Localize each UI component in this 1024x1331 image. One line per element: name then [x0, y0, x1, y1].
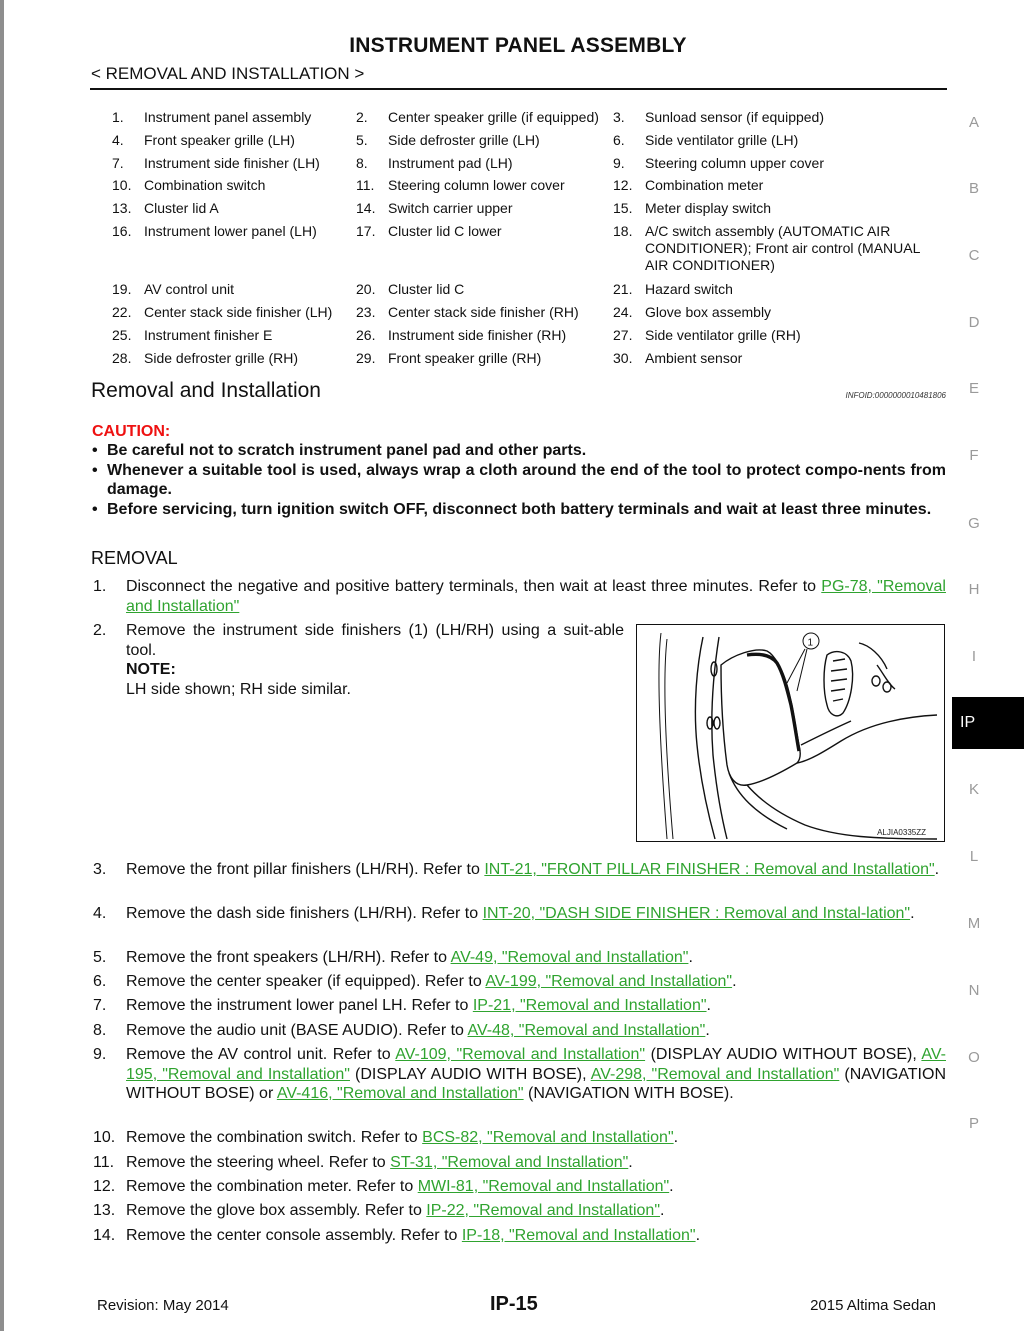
ref-link-av109[interactable]: AV-109, "Removal and Installation" — [395, 1046, 646, 1063]
legend-item: 11. Steering column lower cover — [356, 177, 565, 193]
ref-link-av416[interactable]: AV-416, "Removal and Installation" — [276, 1085, 524, 1102]
ref-link-mwi81[interactable]: MWI-81, "Removal and Installation" — [417, 1178, 670, 1195]
legend-item: 15. Meter display switch — [613, 200, 772, 216]
ref-link-av199[interactable]: AV-199, "Removal and Installation" — [485, 973, 733, 990]
ref-link-int20[interactable]: INT-20, "DASH SIDE FINISHER : Removal and Instal-lation" — [482, 905, 911, 922]
nav-letter-n[interactable]: N — [968, 982, 980, 999]
legend-item: 7. Instrument side finisher (LH) — [112, 155, 320, 171]
legend-item: 3. Sunload sensor (if equipped) — [613, 109, 825, 125]
nav-letter-a[interactable]: A — [968, 114, 979, 131]
caution-block — [92, 422, 946, 519]
ref-link-int21[interactable]: INT-21, "FRONT PILLAR FINISHER : Removal and Installation" — [484, 861, 935, 878]
legend-row — [112, 327, 952, 350]
caution-item: • Be careful not to scratch instrument panel pad and other parts. — [92, 441, 946, 461]
nav-letter-b[interactable]: B — [968, 180, 979, 197]
instrument-side-finisher-figure — [636, 624, 945, 842]
legend-item: 23. Center stack side finisher (RH) — [356, 304, 579, 320]
legend-row — [112, 177, 952, 200]
caution-item: • Before servicing, turn ignition switch OFF, disconnect both battery terminals and wait at least three minutes. — [92, 500, 946, 520]
legend-item: 10. Combination switch — [112, 177, 266, 193]
figure-callout: 1 — [807, 637, 814, 649]
info-id: INFOID:0000000010481806 — [845, 391, 946, 400]
nav-letter-h[interactable]: H — [968, 581, 980, 598]
nav-letter-g[interactable]: G — [968, 515, 980, 532]
nav-letter-ip-active[interactable]: IP — [952, 697, 1024, 749]
legend-row — [112, 132, 952, 155]
nav-letter-k[interactable]: K — [968, 781, 979, 798]
nav-letter-l[interactable]: L — [969, 848, 979, 865]
legend-item: 8. Instrument pad (LH) — [356, 155, 513, 171]
legend-item: 20. Cluster lid C — [356, 281, 465, 297]
ref-link-pg78[interactable]: PG-78, "Removal and Installation" — [126, 578, 946, 615]
legend-row — [112, 304, 952, 327]
legend-item: 16. Instrument lower panel (LH) — [112, 223, 317, 239]
nav-letter-o[interactable]: O — [968, 1049, 980, 1066]
legend-row — [112, 155, 952, 177]
ref-link-av48[interactable]: AV-48, "Removal and Installation" — [467, 1022, 706, 1039]
page-edge — [0, 0, 4, 1331]
legend-item: 1. Instrument panel assembly — [112, 109, 312, 125]
legend-item: 25. Instrument finisher E — [112, 327, 273, 343]
section-heading: Removal and Installation — [91, 379, 321, 402]
page-title: INSTRUMENT PANEL ASSEMBLY — [349, 34, 687, 57]
legend-item: 6. Side ventilator grille (LH) — [613, 132, 799, 148]
ref-link-ip21[interactable]: IP-21, "Removal and Installation" — [472, 997, 707, 1014]
legend-item: 21. Hazard switch — [613, 281, 733, 297]
note-text: LH side shown; RH side similar. — [126, 680, 351, 698]
legend-item: 14. Switch carrier upper — [356, 200, 513, 216]
legend-row — [112, 281, 952, 304]
footer-model: 2015 Altima Sedan — [810, 1297, 936, 1314]
ref-link-ip22[interactable]: IP-22, "Removal and Installation" — [426, 1202, 660, 1219]
caution-item: • Whenever a suitable tool is used, always wrap a cloth around the end of the tool to protect compo-nents from damage. — [92, 461, 946, 500]
nav-letter-i[interactable]: I — [971, 648, 977, 665]
legend-item: 13. Cluster lid A — [112, 200, 219, 216]
footer-page-number: IP-15 — [490, 1293, 538, 1315]
legend-item: 2. Center speaker grille (if equipped) — [356, 109, 599, 125]
ref-link-av195[interactable]: AV-195, "Removal and Installation" — [126, 1046, 946, 1083]
legend-item: 22. Center stack side finisher (LH) — [112, 304, 333, 320]
header-rule — [90, 88, 947, 90]
component-legend — [112, 109, 952, 373]
page-subtitle: < REMOVAL AND INSTALLATION > — [91, 64, 365, 83]
ref-link-st31[interactable]: ST-31, "Removal and Installation" — [390, 1154, 629, 1171]
ref-link-av298[interactable]: AV-298, "Removal and Installation" — [590, 1065, 840, 1083]
legend-item: 30. Ambient sensor — [613, 350, 743, 366]
figure-code: ALJIA0335ZZ — [877, 828, 926, 837]
nav-letter-f[interactable]: F — [969, 447, 979, 464]
legend-row — [112, 200, 952, 223]
nav-letter-p[interactable]: P — [968, 1115, 979, 1132]
note-label: NOTE: — [126, 661, 176, 678]
legend-item: 19. AV control unit — [112, 281, 235, 297]
legend-item: 27. Side ventilator grille (RH) — [613, 327, 801, 343]
legend-item: 29. Front speaker grille (RH) — [356, 350, 542, 366]
legend-item: 9. Steering column upper cover — [613, 155, 824, 171]
legend-row — [112, 109, 952, 132]
legend-row — [112, 223, 952, 281]
nav-letter-c[interactable]: C — [968, 247, 980, 264]
footer-revision: Revision: May 2014 — [97, 1297, 229, 1314]
nav-letter-e[interactable]: E — [968, 380, 979, 397]
legend-item: 17. Cluster lid C lower — [356, 223, 502, 239]
legend-item: 12. Combination meter — [613, 177, 764, 193]
legend-item: 28. Side defroster grille (RH) — [112, 350, 299, 366]
nav-letter-m[interactable]: M — [967, 915, 981, 932]
ref-link-bcs82[interactable]: BCS-82, "Removal and Installation" — [422, 1129, 674, 1146]
ref-link-av49[interactable]: AV-49, "Removal and Installation" — [450, 949, 689, 966]
legend-item: 26. Instrument side finisher (RH) — [356, 327, 567, 343]
legend-item: 5. Side defroster grille (LH) — [356, 132, 540, 148]
nav-letter-d[interactable]: D — [968, 314, 980, 331]
legend-row — [112, 350, 952, 373]
legend-item: 18. A/C switch assembly (AUTOMATIC AIR CONDITIONER); Front air control (MANUAL AIR CONDITIONER) — [613, 223, 920, 273]
ref-link-ip18[interactable]: IP-18, "Removal and Installation" — [461, 1227, 696, 1244]
finisher-illustration — [637, 625, 943, 840]
legend-item: 4. Front speaker grille (LH) — [112, 132, 295, 148]
section-index-nav — [952, 0, 1024, 1331]
caution-title: CAUTION: — [92, 423, 171, 440]
removal-heading: REMOVAL — [91, 548, 178, 568]
legend-item: 24. Glove box assembly — [613, 304, 772, 320]
